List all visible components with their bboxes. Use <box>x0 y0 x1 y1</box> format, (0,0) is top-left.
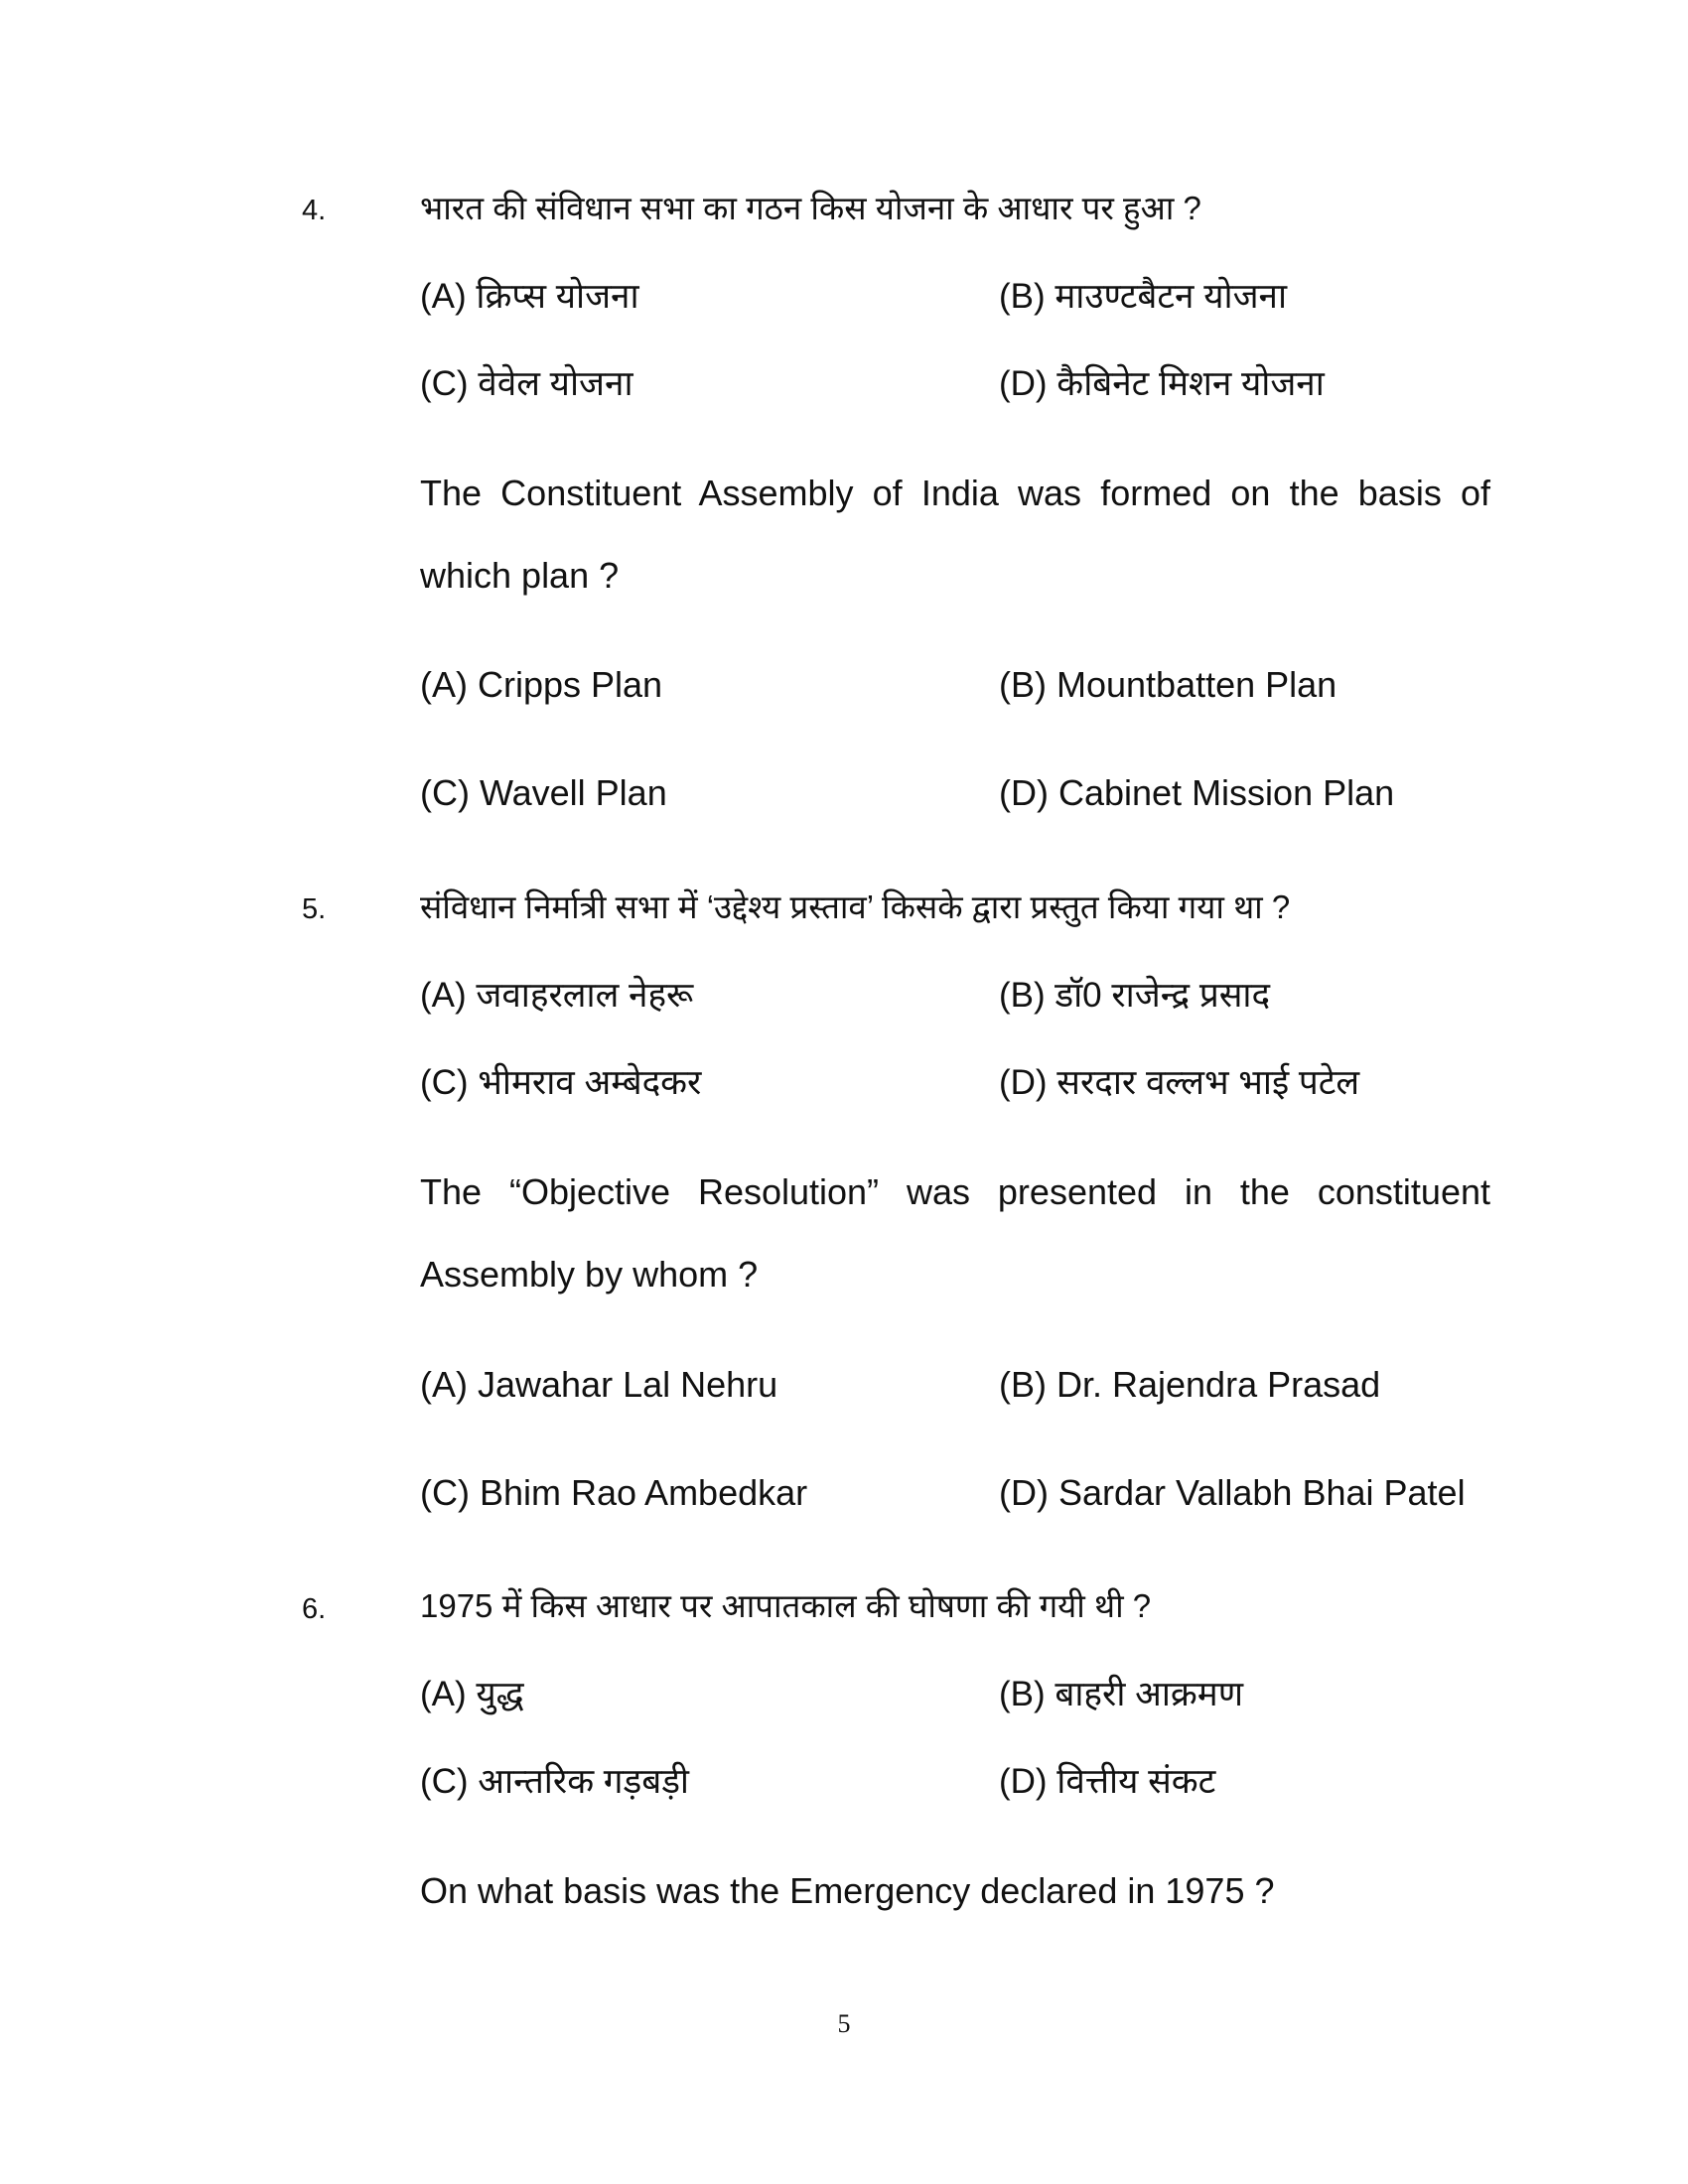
question-number: 4. <box>302 195 327 226</box>
question-text-hindi: भारत की संविधान सभा का गठन किस योजना के आधार पर हुआ ? <box>420 190 1201 226</box>
option-d-hindi: (D) वित्तीय संकट <box>999 1762 1216 1801</box>
option-c-english: (C) Wavell Plan <box>420 772 667 813</box>
option-d-hindi: (D) कैबिनेट मिशन योजना <box>999 364 1325 403</box>
option-b-english: (B) Dr. Rajendra Prasad <box>999 1364 1381 1405</box>
option-c-hindi: (C) आन्तरिक गड़बड़ी <box>420 1762 690 1801</box>
option-c-hindi: (C) भीमराव अम्बेदकर <box>420 1063 702 1102</box>
question-text-hindi: संविधान निर्मात्री सभा में ‘उद्देश्य प्रस्ताव’ किसके द्वारा प्रस्तुत किया गया था ? <box>420 888 1291 925</box>
option-b-hindi: (B) बाहरी आक्रमण <box>999 1675 1244 1713</box>
question-text-english: On what basis was the Emergency declared in 1975 ? <box>420 1870 1275 1911</box>
option-d-hindi: (D) सरदार वल्लभ भाई पटेल <box>999 1063 1360 1102</box>
option-a-hindi: (A) क्रिप्स योजना <box>420 277 639 316</box>
question-text-english: The Constituent Assembly of India was formed on the basis of <box>420 473 1490 513</box>
option-b-hindi: (B) डॉ0 राजेन्द्र प्रसाद <box>999 976 1271 1015</box>
question-text-english-cont: which plan ? <box>420 555 620 596</box>
option-b-english: (B) Mountbatten Plan <box>999 664 1337 705</box>
question-text-english: The “Objective Resolution” was presented in the constituent <box>420 1171 1490 1212</box>
option-a-hindi: (A) जवाहरलाल नेहरू <box>420 976 694 1015</box>
option-a-english: (A) Jawahar Lal Nehru <box>420 1364 778 1405</box>
option-a-english: (A) Cripps Plan <box>420 664 663 705</box>
question-text-english-cont: Assembly by whom ? <box>420 1254 759 1295</box>
question-text-hindi: 1975 में किस आधार पर आपातकाल की घोषणा की गयी थी ? <box>420 1587 1152 1624</box>
option-c-hindi: (C) वेवेल योजना <box>420 364 633 403</box>
question-number: 6. <box>302 1593 327 1625</box>
question-number: 5. <box>302 893 327 925</box>
option-d-english: (D) Cabinet Mission Plan <box>999 772 1395 813</box>
option-d-english: (D) Sardar Vallabh Bhai Patel <box>999 1472 1466 1513</box>
option-a-hindi: (A) युद्ध <box>420 1675 524 1713</box>
page-number: 5 <box>837 2009 851 2038</box>
option-b-hindi: (B) माउण्टबैटन योजना <box>999 277 1288 316</box>
option-c-english: (C) Bhim Rao Ambedkar <box>420 1472 808 1513</box>
